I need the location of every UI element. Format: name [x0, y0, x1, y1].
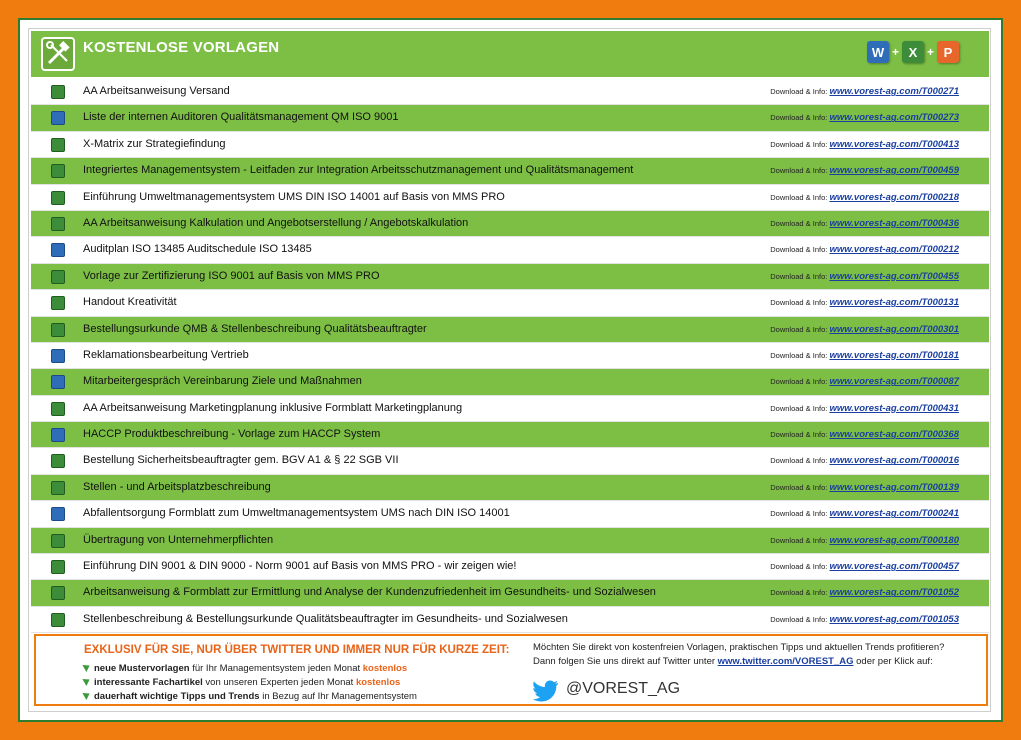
list-item — [31, 317, 989, 343]
promo-item: neue Mustervorlagen für Ihr Managementsystem jeden Monat kostenlos — [84, 663, 407, 674]
download-label: Download & Info: — [770, 298, 828, 308]
download-label: Download & Info: — [770, 139, 828, 149]
twitter-bird-icon[interactable] — [533, 680, 559, 707]
download-label: Download & Info: — [770, 377, 828, 387]
word-icon: W — [867, 41, 889, 63]
download-link[interactable]: www.vorest-ag.com/T000457 — [829, 561, 959, 573]
twitter-link[interactable]: www.twitter.com/VOREST_AG — [717, 656, 854, 667]
download-info — [770, 508, 959, 519]
download-link[interactable]: www.vorest-ag.com/T000180 — [829, 534, 959, 546]
word-file-icon — [51, 243, 65, 257]
list-item — [31, 158, 989, 184]
template-title: X-Matrix zur Strategiefindung — [83, 137, 226, 150]
download-link[interactable]: www.vorest-ag.com/T000436 — [829, 217, 959, 229]
promo-title: EXKLUSIV FÜR SIE, NUR ÜBER TWITTER UND IMMER NUR FÜR KURZE ZEIT: — [84, 644, 510, 656]
excel-file-icon — [51, 296, 65, 310]
template-title: AA Arbeitsanweisung Kalkulation und Angebotserstellung / Angebotskalkulation — [83, 216, 469, 229]
template-title: Mitarbeitergespräch Vereinbarung Ziele und Maßnahmen — [83, 375, 362, 388]
list-item — [31, 105, 989, 131]
template-title: Reklamationsbearbeitung Vertrieb — [83, 348, 249, 361]
tools-icon — [41, 37, 75, 71]
template-title: Liste der internen Auditoren Qualitätsmanagement QM ISO 9001 — [83, 111, 399, 124]
download-info — [770, 482, 959, 493]
arrow-icon — [82, 662, 91, 672]
list-item — [31, 396, 989, 422]
download-link[interactable]: www.vorest-ag.com/T000459 — [829, 165, 959, 177]
list-item — [31, 185, 989, 211]
download-info — [770, 376, 959, 387]
excel-file-icon — [51, 85, 65, 99]
word-file-icon — [51, 349, 65, 363]
download-label: Download & Info: — [770, 113, 828, 123]
excel-file-icon — [51, 191, 65, 205]
excel-file-icon — [51, 164, 65, 178]
excel-file-icon — [51, 323, 65, 337]
template-title: Einführung Umweltmanagementsystem UMS DIN ISO 14001 auf Basis von MMS PRO — [83, 190, 505, 203]
download-link[interactable]: www.vorest-ag.com/T001053 — [829, 613, 959, 625]
download-link[interactable]: www.vorest-ag.com/T000273 — [829, 112, 959, 124]
excel-file-icon — [51, 270, 65, 284]
list-item — [31, 501, 989, 527]
template-title: AA Arbeitsanweisung Versand — [83, 85, 230, 97]
excel-file-icon — [51, 454, 65, 468]
template-list — [31, 79, 989, 633]
download-label: Download & Info: — [770, 245, 828, 255]
download-link[interactable]: www.vorest-ag.com/T000016 — [829, 455, 959, 467]
download-info — [770, 561, 959, 572]
list-item — [31, 237, 989, 263]
template-title: Arbeitsanweisung & Formblatt zur Ermittlung und Analyse der Kundenzufriedenheit im Gesundheits- und Sozialwesen — [83, 586, 656, 599]
download-link[interactable]: www.vorest-ag.com/T000181 — [829, 349, 959, 361]
promo-text: Dann folgen Sie uns direkt auf Twitter unter www.twitter.com/VOREST_AG oder per Klick auf: — [533, 656, 933, 667]
download-label: Download & Info: — [770, 403, 828, 413]
list-item — [31, 448, 989, 474]
download-info — [770, 535, 959, 546]
download-link[interactable]: www.vorest-ag.com/T000218 — [829, 191, 959, 203]
template-title: Integriertes Managementsystem - Leitfaden zur Integration Arbeitsschutzmanagement und Qualitätsmanagement — [83, 164, 634, 177]
download-label: Download & Info: — [770, 535, 828, 545]
twitter-handle[interactable]: @VOREST_AG — [566, 680, 681, 697]
download-link[interactable]: www.vorest-ag.com/T000139 — [829, 481, 959, 493]
download-info — [770, 139, 959, 150]
download-label: Download & Info: — [770, 87, 828, 96]
download-info — [770, 350, 959, 361]
download-info — [770, 244, 959, 255]
excel-file-icon — [51, 402, 65, 416]
download-label: Download & Info: — [770, 456, 828, 466]
arrow-icon — [82, 676, 91, 686]
word-file-icon — [51, 111, 65, 125]
template-title: Stellenbeschreibung & Bestellungsurkunde Qualitätsbeauftragter im Gesundheits- und Sozialwesen — [83, 612, 568, 625]
word-file-icon — [51, 507, 65, 521]
download-label: Download & Info: — [770, 271, 828, 281]
download-label: Download & Info: — [770, 482, 828, 492]
download-label: Download & Info: — [770, 218, 828, 228]
download-info — [770, 429, 959, 440]
excel-file-icon — [51, 481, 65, 495]
download-label: Download & Info: — [770, 614, 828, 624]
download-info — [770, 324, 959, 335]
list-item — [31, 290, 989, 316]
word-file-icon — [51, 428, 65, 442]
excel-icon: X — [902, 41, 924, 63]
download-label: Download & Info: — [770, 166, 828, 176]
word-file-icon — [51, 375, 65, 389]
download-label: Download & Info: — [770, 430, 828, 440]
template-title: Bestellungsurkunde QMB & Stellenbeschreibung Qualitätsbeauftragter — [83, 322, 427, 335]
download-link[interactable]: www.vorest-ag.com/T000455 — [829, 270, 959, 282]
excel-file-icon — [51, 217, 65, 231]
template-title: HACCP Produktbeschreibung - Vorlage zum HACCP System — [83, 428, 381, 441]
promo-item: dauerhaft wichtige Tipps und Trends in Bezug auf Ihr Managementsystem — [84, 691, 417, 702]
list-item — [31, 580, 989, 606]
download-label: Download & Info: — [770, 350, 828, 360]
promo-item: interessante Fachartikel von unseren Experten jeden Monat kostenlos — [84, 677, 400, 688]
app-icons — [867, 41, 959, 63]
template-title: Vorlage zur Zertifizierung ISO 9001 auf Basis von MMS PRO — [83, 269, 380, 282]
download-link[interactable]: www.vorest-ag.com/T000431 — [829, 402, 959, 414]
download-link[interactable]: www.vorest-ag.com/T000368 — [829, 429, 959, 441]
list-item — [31, 79, 989, 105]
page-title: KOSTENLOSE VORLAGEN — [83, 39, 280, 56]
list-item — [31, 211, 989, 237]
list-item — [31, 264, 989, 290]
download-link[interactable]: www.vorest-ag.com/T000271 — [829, 86, 959, 97]
download-label: Download & Info: — [770, 324, 828, 334]
download-info — [770, 271, 959, 282]
list-item — [31, 475, 989, 501]
excel-file-icon — [51, 586, 65, 600]
template-title: AA Arbeitsanweisung Marketingplanung inklusive Formblatt Marketingplanung — [83, 401, 463, 414]
download-label: Download & Info: — [770, 588, 828, 598]
arrow-icon — [82, 690, 91, 700]
powerpoint-icon: P — [937, 41, 959, 63]
template-title: Auditplan ISO 13485 Auditschedule ISO 13485 — [83, 243, 312, 256]
template-title: Übertragung von Unternehmerpflichten — [83, 533, 274, 546]
download-info — [770, 112, 959, 123]
list-item — [31, 422, 989, 448]
list-item — [31, 369, 989, 395]
download-link[interactable]: www.vorest-ag.com/T000413 — [829, 138, 959, 150]
download-info — [770, 165, 959, 176]
excel-file-icon — [51, 138, 65, 152]
download-info — [770, 86, 959, 97]
download-info — [770, 192, 959, 203]
excel-file-icon — [51, 534, 65, 548]
download-link[interactable]: www.vorest-ag.com/T000087 — [829, 376, 959, 388]
template-title: Abfallentsorgung Formblatt zum Umweltmanagementsystem UMS nach DIN ISO 14001 — [83, 507, 510, 520]
download-link[interactable]: www.vorest-ag.com/T001052 — [829, 587, 959, 599]
download-link[interactable]: www.vorest-ag.com/T000212 — [829, 244, 959, 256]
download-info — [770, 297, 959, 308]
plus-sign: + — [891, 45, 899, 59]
template-title: Einführung DIN 9001 & DIN 9000 - Norm 9001 auf Basis von MMS PRO - wir zeigen wie! — [83, 560, 517, 573]
download-info — [770, 455, 959, 466]
download-info — [770, 587, 959, 598]
header-bar — [31, 31, 989, 77]
excel-file-icon — [51, 613, 65, 627]
list-item — [31, 528, 989, 554]
download-label: Download & Info: — [770, 509, 828, 519]
template-title: Bestellung Sicherheitsbeauftragter gem. BGV A1 & § 22 SGB VII — [83, 454, 399, 467]
download-link[interactable]: www.vorest-ag.com/T000301 — [829, 323, 959, 335]
template-title: Stellen - und Arbeitsplatzbeschreibung — [83, 480, 271, 493]
download-label: Download & Info: — [770, 562, 828, 572]
download-info — [770, 403, 959, 414]
list-item — [31, 343, 989, 369]
excel-file-icon — [51, 560, 65, 574]
list-item — [31, 132, 989, 158]
download-info — [770, 614, 959, 625]
download-label: Download & Info: — [770, 192, 828, 202]
list-item — [31, 554, 989, 580]
list-item — [31, 607, 989, 633]
download-info — [770, 218, 959, 229]
download-link[interactable]: www.vorest-ag.com/T000131 — [829, 297, 959, 309]
download-link[interactable]: www.vorest-ag.com/T000241 — [829, 508, 959, 520]
plus-sign: + — [926, 45, 934, 59]
template-title: Handout Kreativität — [83, 296, 177, 309]
twitter-promo — [34, 634, 988, 706]
promo-text: Möchten Sie direkt von kostenfreien Vorlagen, praktischen Tipps und aktuellen Trends profitieren? — [533, 642, 945, 653]
